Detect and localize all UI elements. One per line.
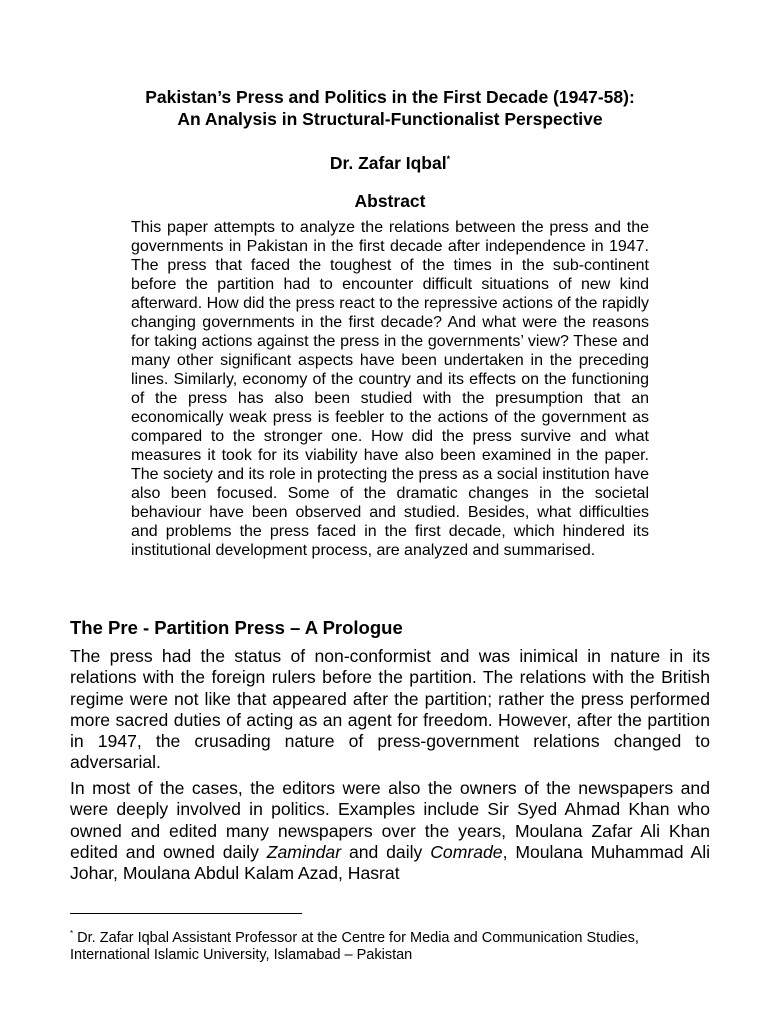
paragraph-2-text-b: and daily	[341, 841, 431, 862]
body-paragraph-2	[70, 778, 710, 884]
footnote-line-1: Dr. Zafar Iqbal Assistant Professor at the Centre for Media and Communication Studies,	[73, 930, 639, 946]
author-name	[70, 148, 710, 174]
paragraph-2-text-c: , Moulana Muhammad Ali Johar, Moulana Abdul Kalam Azad, Hasrat	[70, 841, 711, 884]
section-heading: The Pre - Partition Press – A Prologue	[70, 617, 403, 638]
newspaper-name-zamindar: Zamindar	[266, 841, 342, 862]
paper-title-line-2: An Analysis in Structural-Functionalist Perspective	[177, 109, 603, 129]
author-footnote-mark: *	[446, 154, 451, 164]
paragraph-2-text-a: In most of the cases, the editors were also the owners of the newspapers and were deeply involved in politics. Examples include Sir Syed Ahmad Khan who owned and edited many newspapers over the years, Moulana Zafar Ali Khan edited and owned daily	[70, 778, 710, 862]
footnote-line-2: International Islamic University, Islamabad – Pakistan	[70, 947, 413, 963]
body-paragraph-1: The press had the status of non-conformist and was inimical in nature in its relations with the foreign rulers before the partition. The relations with the British regime were not like that appeared after the partition; rather the press performed more sacred duties of acting as an agent for freedom. However, after the partition in 1947, the crusading nature of press-government relations changed to adversarial.	[70, 646, 710, 773]
footnote	[70, 925, 710, 964]
author-name-text: Dr. Zafar Iqbal	[329, 153, 447, 173]
footnote-mark: *	[70, 929, 74, 938]
newspaper-name-comrade: Comrade	[430, 841, 503, 862]
paper-title-line-1: Pakistan’s Press and Politics in the First Decade (1947-58):	[145, 87, 635, 107]
footnote-divider	[70, 913, 302, 914]
abstract-body: This paper attempts to analyze the relations between the press and the governments in Pakistan in the first decade after independence in 1947. The press that faced the toughest of the times in the sub-continent before the partition had to encounter difficult situations of new kind afterward. How did the press react to the repressive actions of the rapidly changing governments in the first decade? And what were the reasons for taking actions against the press in the governments’ view? These and many other significant aspects have been undertaken in the preceding lines. Similarly, economy of the country and its effects on the functioning of the press has also been studied with the presumption that an economically weak press is feebler to the actions of the government as compared to the stronger one. How did the press survive and what measures it took for its viability have also been examined in the paper. The society and its role in protecting the press as a social institution have also been focused. Some of the dramatic changes in the societal behaviour have been observed and studied. Besides, what difficulties and problems the press faced in the first decade, which hindered its institutional development process, are analyzed and summarised.	[131, 219, 649, 559]
abstract-heading: Abstract	[354, 191, 426, 211]
